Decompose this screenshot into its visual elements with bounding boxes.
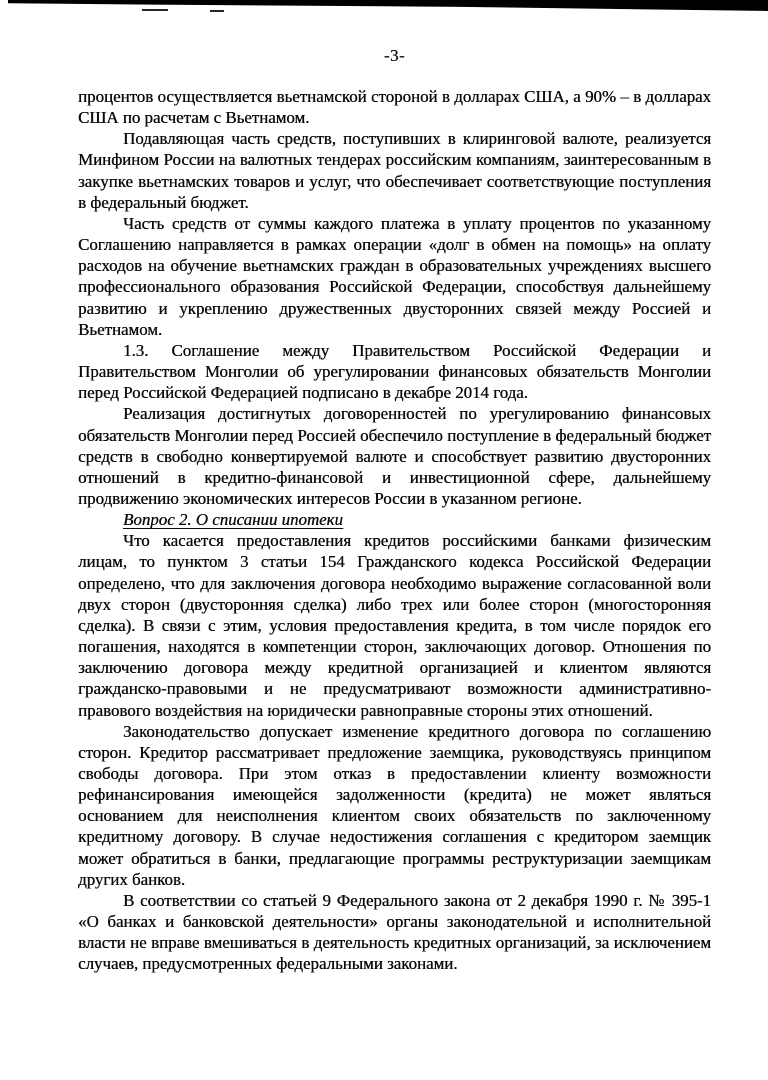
paragraph: Реализация достигнутых договоренностей по урегулированию финансовых обязательств Монголии перед Россией обеспечило поступление в федеральный бюджет средств в свободно конвертируемой валюте и способствует развитию двусторонних отношений в кредитно-финансовой и инвестиционной сфере, дальнейшему продвижению экономических интересов России в указанном регионе.: [78, 404, 711, 508]
document-body: [78, 86, 711, 975]
scan-artifact-top-edge: [0, 0, 768, 11]
paragraph: 1.3. Соглашение между Правительством Российской Федерации и Правительством Монголии об урегулировании финансовых обязательств Монголии перед Российской Федерацией подписано в декабре 2014 года.: [78, 340, 711, 403]
paragraph: процентов осуществляется вьетнамской стороной в долларах США, а 90% – в долларах США по расчетам с Вьетнамом.: [78, 87, 711, 128]
page-number: -3-: [383, 46, 406, 65]
paragraph: Часть средств от суммы каждого платежа в уплату процентов по указанному Соглашению направляется в рамках операции «долг в обмен на помощь» на оплату расходов на обучение вьетнамских граждан в образовательных учреждениях высшего профессионального образования Российской Федерации, способствуя дальнейшему развитию и укреплению дружественных двусторонних связей между Россией и Вьетнамом.: [78, 213, 711, 339]
paragraph: Подавляющая часть средств, поступивших в клиринговой валюте, реализуется Минфином России на валютных тендерах российским компаниям, заинтересованным в закупке вьетнамских товаров и услуг, что обеспечивает соответствующие поступления в федеральный бюджет.: [78, 129, 711, 212]
section-heading-label: Вопрос 2. О списании ипотеки: [123, 510, 343, 530]
scan-artifact-speck: [142, 9, 168, 11]
paragraph: В соответствии со статьей 9 Федерального закона от 2 декабря 1990 г. № 395-1 «О банках и банковской деятельности» органы законодательной и исполнительной власти не вправе вмешиваться в деятельность кредитных организаций, за исключением случаев, предусмотренных федеральными законами.: [78, 890, 711, 974]
scan-artifact-speck: [210, 10, 224, 12]
paragraph: Что касается предоставления кредитов российскими банками физическим лицам, то пунктом 3 статьи 154 Гражданского кодекса Российской Федерации определено, что для заключения договора необходимо выражение согласованной воли двух сторон (двусторонняя сделка) либо трех или более сторон (многосторонняя сделка). В связи с этим, условия предоставления кредита, в том числе порядок его погашения, находятся в компетенции сторон, заключающих договор. Отношения по заключению договора между кредитной организацией и клиентом являются гражданско-правовыми и не предусматривают возможности административно-правового воздействия на юридически равноправные стороны этих отношений.: [78, 531, 711, 720]
section-heading-question-2: [78, 509, 711, 530]
paragraph: Законодательство допускает изменение кредитного договора по соглашению сторон. Кредитор рассматривает предложение заемщика, руководствуясь принципом свободы договора. При этом отказ в предоставлении клиенту возможности рефинансирования имеющейся задолженности (кредита) не может являться основанием для неисполнения клиентом своих обязательств по заключенному кредитному договору. В случае недостижения соглашения с кредитором заемщик может обратиться в банки, предлагающие программы реструктуризации заемщикам других банков.: [78, 721, 711, 889]
